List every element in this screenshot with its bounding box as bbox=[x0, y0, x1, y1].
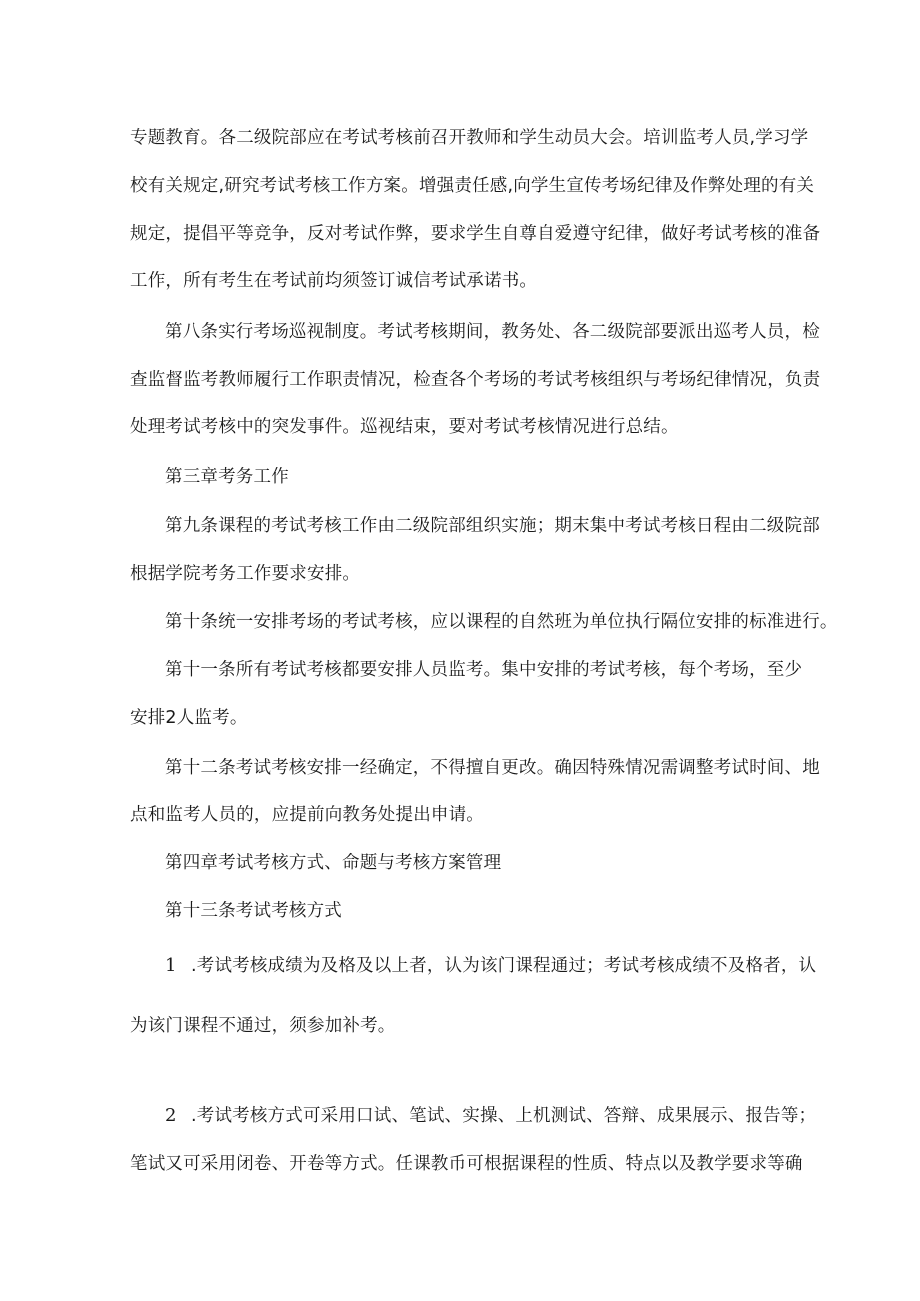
article-13-heading: 第十三条考试考核方式 bbox=[165, 901, 342, 921]
text-line: 专题教育。各二级院部应在考试考核前召开教师和学生动员大会。培训监考人员,学习学 bbox=[130, 128, 809, 148]
text-line: 工作，所有考生在考试前均须签订诚信考试承诺书。 bbox=[130, 271, 538, 291]
list-item-1 bbox=[165, 954, 825, 978]
text-line: 笔试又可采用闭卷、开卷等方式。任课教币可根据课程的性质、特点以及教学要求等确 bbox=[130, 1154, 803, 1174]
article-11-line: 第十一条所有考试考核都要安排人员监考。集中安排的考试考核，每个考场，至少 bbox=[165, 660, 803, 680]
list-number: 1 bbox=[165, 955, 177, 976]
list-item-2 bbox=[165, 1104, 825, 1128]
chapter-3-heading: 第三章考务工作 bbox=[165, 467, 289, 487]
text-line: 校有关规定,研究考试考核工作方案。增强责任感,向学生宣传考场纪律及作弊处理的有关 bbox=[130, 176, 815, 196]
list-item-text: .考试考核方式可采用口试、笔试、实操、上机测试、答辩、成果展示、报告等； bbox=[191, 1106, 817, 1126]
text-line: 为该门课程不通过，须参加补考。 bbox=[130, 1016, 396, 1036]
article-8-line: 第八条实行考场巡视制度。考试考核期间，教务处、各二级院部要派出巡考人员，检 bbox=[165, 322, 820, 342]
article-9-line: 第九条课程的考试考核工作由二级院部组织实施；期末集中考试考核日程由二级院部 bbox=[165, 516, 820, 536]
list-number: 2 bbox=[165, 1105, 177, 1126]
article-10-line: 第十条统一安排考场的考试考核，应以课程的自然班为单位执行隔位安排的标准进行。 bbox=[165, 612, 838, 632]
chapter-4-heading: 第四章考试考核方式、命题与考核方案管理 bbox=[165, 853, 502, 873]
article-12-line: 第十二条考试考核安排一经确定，不得擅自更改。确因特殊情况需调整考试时间、地 bbox=[165, 758, 820, 778]
list-item-text: .考试考核成绩为及格及以上者，认为该门课程通过；考试考核成绩不及格者，认 bbox=[191, 956, 817, 976]
text-line: 处理考试考核中的突发事件。巡视结束，要对考试考核情况进行总结。 bbox=[130, 417, 679, 437]
text-line: 查监督监考教师履行工作职责情况，检查各个考场的考试考核组织与考场纪律情况，负责 bbox=[130, 370, 821, 390]
text-line: 根据学院考务工作要求安排。 bbox=[130, 564, 361, 584]
text-line: 点和监考人员的，应提前向教务处提出申请。 bbox=[130, 805, 484, 825]
text-line: 规定，提倡平等竞争，反对考试作弊，要求学生自尊自爱遵守纪律，做好考试考核的准备 bbox=[130, 224, 821, 244]
text-line: 安排2人监考。 bbox=[130, 708, 248, 728]
